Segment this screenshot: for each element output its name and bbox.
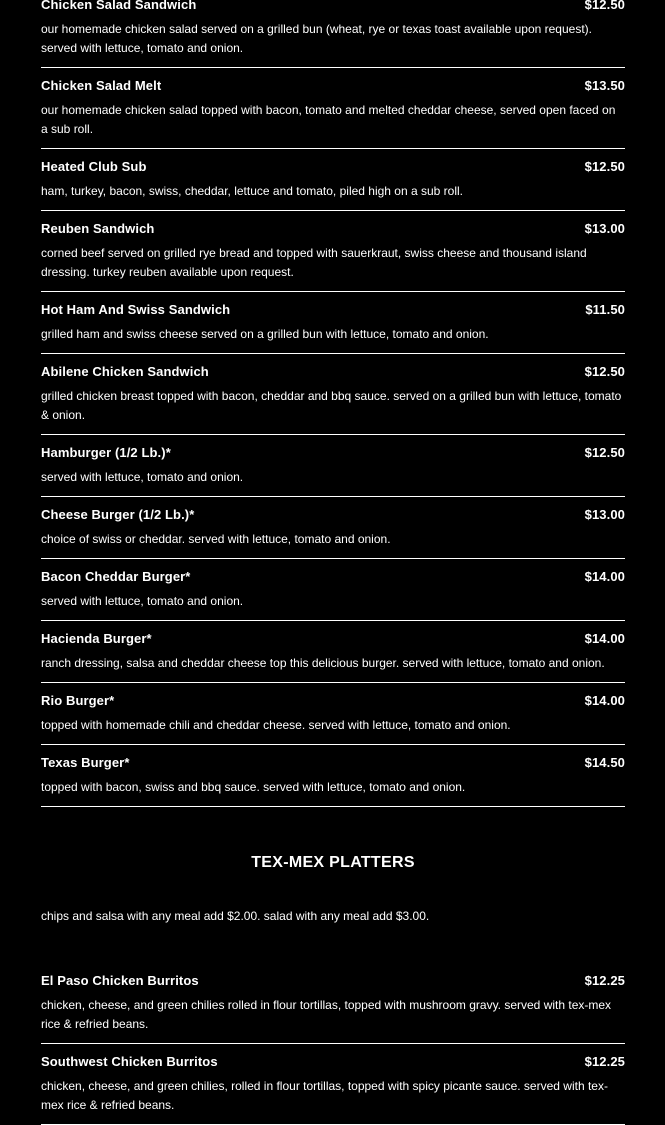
item-description: our homemade chicken salad topped with bacon, tomato and melted cheddar cheese, served open faced on a sub roll. (41, 103, 616, 136)
item-name: El Paso Chicken Burritos (41, 973, 199, 988)
item-name: Chicken Salad Melt (41, 78, 162, 93)
item-name: Rio Burger* (41, 693, 115, 708)
item-description: chicken, cheese, and green chilies, rolled in flour tortillas, topped with spicy picante sauce. served with tex-mex rice & refried beans. (41, 1079, 608, 1112)
item-price: $13.00 (584, 507, 625, 522)
item-name: Bacon Cheddar Burger* (41, 569, 191, 584)
item-description: topped with homemade chili and cheddar cheese. served with lettuce, tomato and onion. (41, 718, 511, 732)
item-description: our homemade chicken salad served on a grilled bun (wheat, rye or texas toast available upon request). served with lettuce, tomato and onion. (41, 22, 592, 55)
item-price: $14.50 (584, 755, 625, 770)
item-description: choice of swiss or cheddar. served with lettuce, tomato and onion. (41, 532, 391, 546)
section-title: TEX-MEX PLATTERS (251, 854, 415, 871)
item-price: $12.25 (584, 1054, 625, 1069)
menu-item (41, 963, 625, 1044)
item-description: ranch dressing, salsa and cheddar cheese top this delicious burger. served with lettuce, tomato and onion. (41, 656, 605, 670)
menu-item (41, 435, 625, 497)
item-name: Chicken Salad Sandwich (41, 0, 197, 12)
item-description: served with lettuce, tomato and onion. (41, 594, 244, 608)
item-name: Texas Burger* (41, 755, 130, 770)
menu-content (41, 0, 625, 1125)
item-description: corned beef served on grilled rye bread and topped with sauerkraut, swiss cheese and thousand island dressing. turkey reuben available upon request. (41, 246, 587, 279)
item-price: $12.25 (584, 973, 625, 988)
item-description: chicken, cheese, and green chilies rolled in flour tortillas, topped with mushroom gravy. served with tex-mex rice & refried beans. (41, 998, 612, 1031)
menu-item (41, 1044, 625, 1125)
item-price: $12.50 (584, 364, 625, 379)
item-price: $14.00 (584, 569, 625, 584)
item-price: $11.50 (585, 302, 625, 317)
item-name: Reuben Sandwich (41, 221, 155, 236)
item-description: grilled chicken breast topped with bacon, cheddar and bbq sauce. served on a grilled bun with lettuce, tomato & onion. (41, 389, 622, 422)
item-price: $13.50 (584, 78, 625, 93)
item-name: Cheese Burger (1/2 Lb.)* (41, 507, 195, 522)
menu-item (41, 0, 625, 68)
menu-item (41, 559, 625, 621)
item-price: $14.00 (584, 693, 625, 708)
menu-item (41, 211, 625, 292)
menu-item (41, 745, 625, 807)
item-description: topped with bacon, swiss and bbq sauce. served with lettuce, tomato and onion. (41, 780, 466, 794)
item-description: grilled ham and swiss cheese served on a grilled bun with lettuce, tomato and onion. (41, 327, 489, 341)
item-price: $12.50 (584, 159, 625, 174)
item-name: Heated Club Sub (41, 159, 147, 174)
menu-item (41, 292, 625, 354)
item-name: Abilene Chicken Sandwich (41, 364, 209, 379)
menu-item (41, 354, 625, 435)
item-price: $12.50 (584, 445, 625, 460)
menu-item (41, 149, 625, 211)
item-name: Hamburger (1/2 Lb.)* (41, 445, 171, 460)
item-name: Southwest Chicken Burritos (41, 1054, 218, 1069)
item-price: $13.00 (584, 221, 625, 236)
menu-item (41, 497, 625, 559)
item-description: ham, turkey, bacon, swiss, cheddar, lettuce and tomato, piled high on a sub roll. (41, 184, 464, 198)
item-name: Hot Ham And Swiss Sandwich (41, 302, 231, 317)
menu-item (41, 68, 625, 149)
menu-item (41, 621, 625, 683)
item-description: served with lettuce, tomato and onion. (41, 470, 244, 484)
item-price: $12.50 (584, 0, 625, 12)
menu-item (41, 683, 625, 745)
item-price: $14.00 (584, 631, 625, 646)
item-name: Hacienda Burger* (41, 631, 152, 646)
section-note: chips and salsa with any meal add $2.00. salad with any meal add $3.00. (41, 909, 430, 923)
